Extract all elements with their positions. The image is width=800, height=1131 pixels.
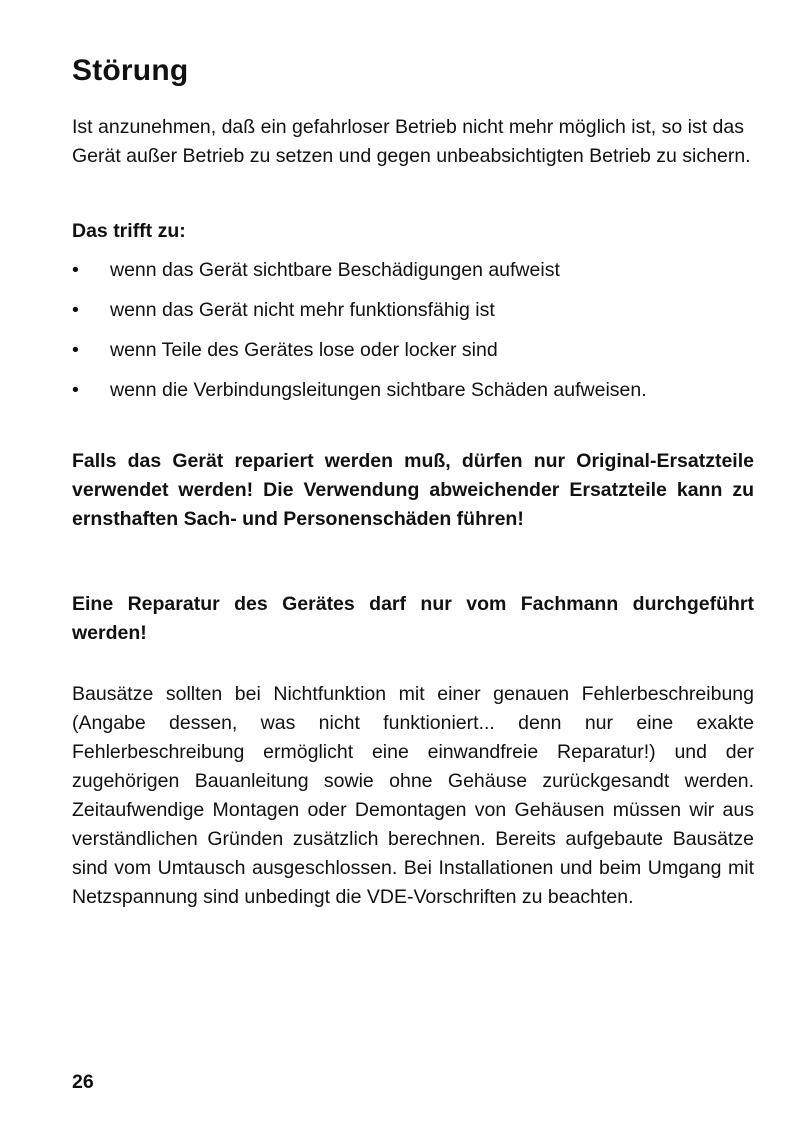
list-item-text: wenn Teile des Gerätes lose oder locker sind bbox=[110, 339, 498, 361]
list-item bbox=[72, 336, 754, 376]
list-item-text: wenn das Gerät nicht mehr funktionsfähig ist bbox=[110, 299, 495, 321]
list-item bbox=[72, 376, 754, 416]
bullet-icon: • bbox=[72, 299, 79, 321]
list-item bbox=[72, 256, 754, 296]
bullet-icon: • bbox=[72, 379, 79, 401]
list-item bbox=[72, 296, 754, 336]
kits-paragraph: Bausätze sollten bei Nichtfunktion mit einer genauen Fehlerbeschreibung (Angabe dessen, was nicht funktioniert... denn nur eine exakte Fehlerbeschreibung ermöglicht eine einwandfreie Reparatur!) und der zugehörigen Bauanleitung sowie ohne Gehäuse zurückgesandt werden. Zeitaufwendige Montagen oder Demontagen von Gehäusen müssen wir aus verständlichen Gründen zusätzlich berechnen. Bereits aufgebaute Bausätze sind vom Umtausch ausgeschlossen. Bei Installationen und beim Umgang mit Netzspannung sind unbedingt die VDE-Vorschriften zu beachten. bbox=[72, 683, 754, 908]
list-item-text: wenn das Gerät sichtbare Beschädigungen aufweist bbox=[110, 259, 560, 281]
repair-warning: Eine Reparatur des Gerätes darf nur vom Fachmann durchgeführt werden! bbox=[72, 593, 754, 644]
spare-parts-warning: Falls das Gerät repariert werden muß, dürfen nur Original-Ersatzteile verwendet werden! Die Verwendung abweichender Ersatzteile kann zu ernsthaften Sach- und Personenschäden führen! bbox=[72, 450, 754, 530]
page-title: Störung bbox=[72, 54, 189, 87]
bullet-icon: • bbox=[72, 259, 79, 281]
applies-heading: Das trifft zu: bbox=[72, 220, 186, 242]
intro-paragraph: Ist anzunehmen, daß ein gefahrloser Betrieb nicht mehr möglich ist, so ist das Gerät außer Betrieb zu setzen und gegen unbeabsichtigten Betrieb zu sichern. bbox=[72, 116, 751, 167]
list-item-text: wenn die Verbindungsleitungen sichtbare Schäden aufweisen. bbox=[110, 379, 647, 401]
bullet-icon: • bbox=[72, 339, 79, 361]
document-page bbox=[72, 50, 754, 908]
page-number: 26 bbox=[72, 1071, 94, 1093]
conditions-list bbox=[72, 256, 754, 416]
